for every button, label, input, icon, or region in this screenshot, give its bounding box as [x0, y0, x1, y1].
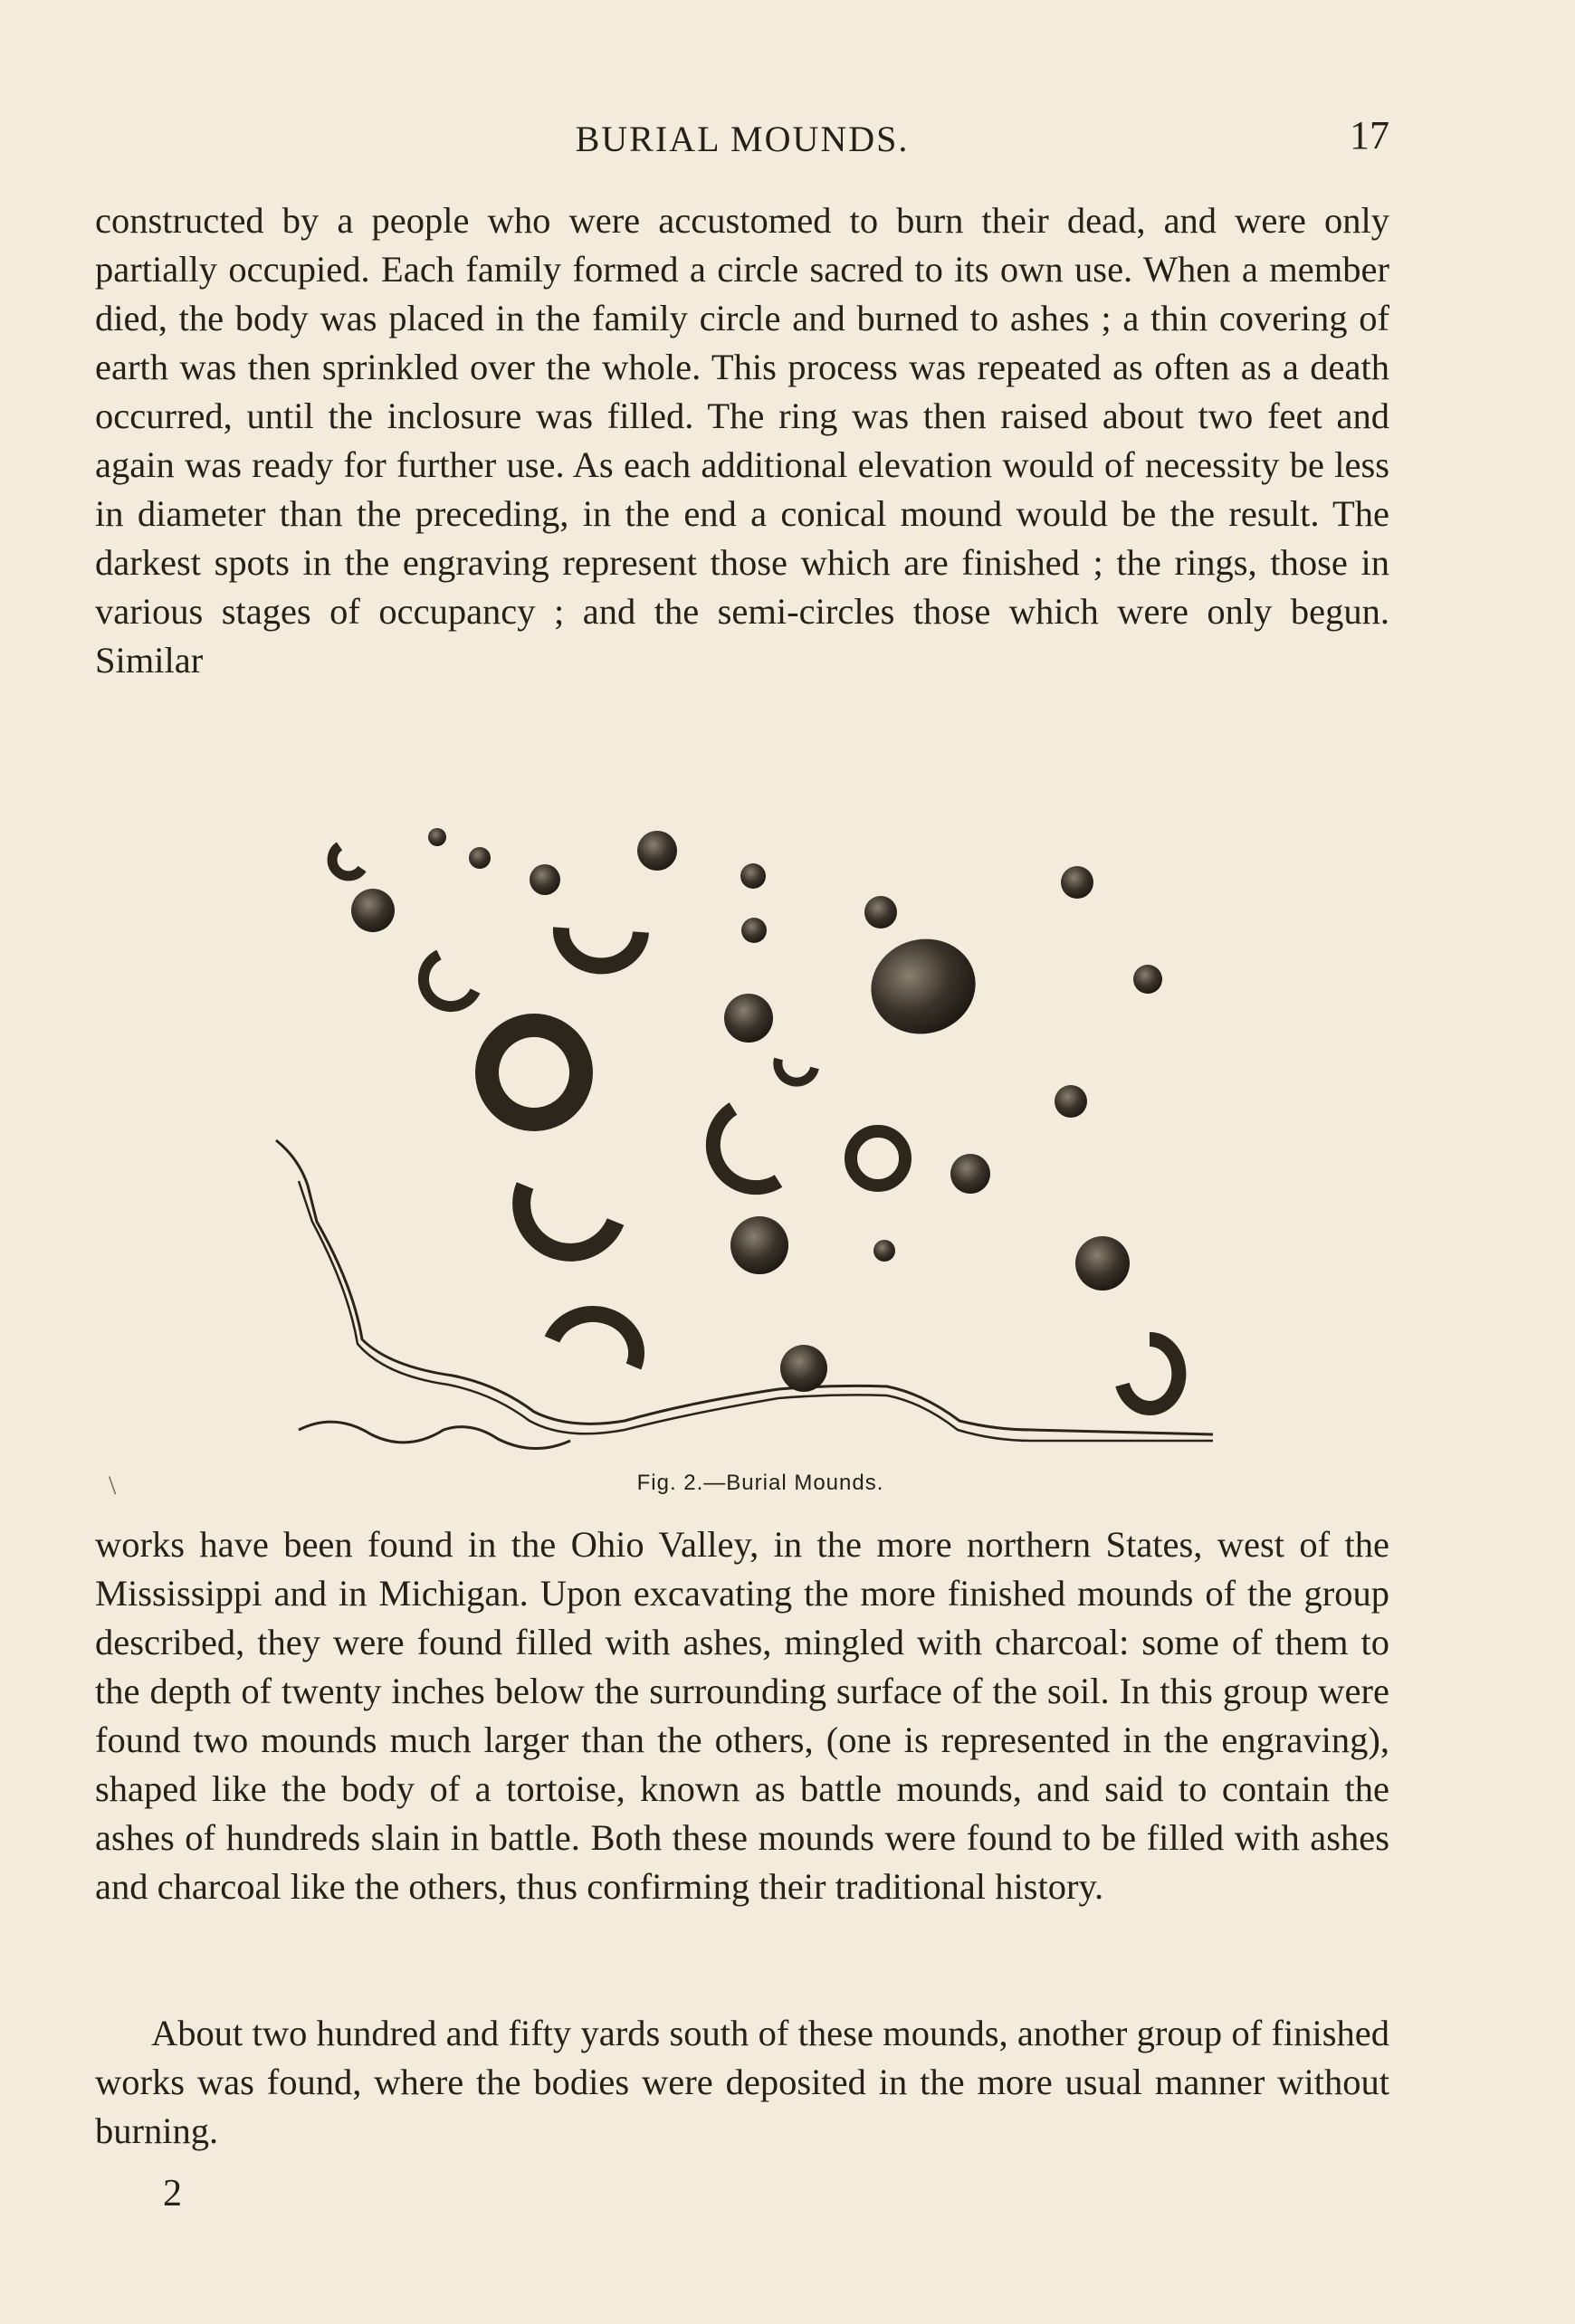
mound-finished-2 — [469, 847, 491, 869]
mound-finished-4 — [637, 831, 677, 871]
mound-finished-10 — [1133, 965, 1162, 994]
mound-finished-13 — [950, 1154, 990, 1194]
mound-finished-11 — [724, 994, 773, 1043]
mound-arc-5 — [713, 1109, 778, 1187]
paragraph-1: constructed by a people who were accustomed to burn their dead, and were only partially occupied. Each family formed a circle sacred to its own use. When a member died, the body was placed in the family circle and burned to ashes ; a thin covering of earth was then sprinkled over the whole. This process was repeated as often as a death occurred, until the inclosure was filled. The ring was then raised about two feet and again was ready for further use. As each additional elevation would of necessity be less in diameter than the preceding, in the end a conical mound would be the result. The darkest spots in the engraving represent those which are finished ; the rings, those in various stages of occupancy ; and the semi-circles those which were only begun. Similar — [95, 200, 1389, 681]
signature-mark: 2 — [163, 2173, 182, 2214]
mound-arc-8 — [1122, 1339, 1179, 1408]
mound-ring-2 — [851, 1131, 905, 1186]
mound-finished-16 — [1075, 1236, 1130, 1291]
mound-arc-3 — [561, 928, 641, 966]
stream-line-bottom — [299, 1422, 570, 1448]
paragraph-3: About two hundred and fifty yards south of these mounds, another group of finished works was found, where the bodies were deposited in the more usual manner without burning. — [95, 2013, 1389, 2151]
mound-finished-6 — [351, 889, 395, 932]
page-number: 17 — [1350, 113, 1389, 157]
mound-finished-8 — [864, 896, 897, 929]
mound-finished-17 — [780, 1345, 827, 1392]
figure-caption: Fig. 2.—Burial Mounds. — [636, 1471, 884, 1495]
mound-finished-5 — [740, 863, 766, 889]
mound-arc-7 — [552, 1314, 636, 1367]
mound-finished-1 — [428, 828, 446, 846]
mound-ring-1 — [487, 1025, 581, 1119]
stray-mark: \ — [109, 1471, 117, 1500]
mound-arc-4 — [778, 1059, 815, 1082]
mound-finished-3 — [530, 864, 560, 895]
battle-mound — [861, 928, 987, 1045]
paragraph-2: works have been found in the Ohio Valley, in the more northern States, west of the Mississippi and in Michigan. Upon excavating the more finished mounds of the group described, they were found filled with ashes, mingled with charcoal: some of them to the depth of twenty inches below the surrounding surface of the soil. In this group were found two mounds much larger than the others, (one is represented in the engraving), shaped like the body of a tortoise, known as battle mounds, and said to contain the ashes of hundreds slain in battle. Both these mounds were found to be filled with ashes and charcoal like the others, thus confirming their traditional history. — [95, 1524, 1389, 1907]
mound-finished-12 — [1055, 1085, 1087, 1118]
mound-finished-9 — [1061, 866, 1093, 899]
mound-finished-14 — [730, 1216, 788, 1274]
mound-arc-6 — [521, 1186, 616, 1252]
mound-finished-15 — [873, 1240, 895, 1262]
mound-finished-7 — [741, 918, 767, 943]
page-header — [95, 109, 1389, 163]
burial-mounds-figure — [272, 796, 1231, 1484]
running-head: BURIAL MOUNDS. — [575, 119, 910, 159]
burial-mounds-engraving — [272, 796, 1231, 1484]
mound-arc-1 — [332, 846, 362, 876]
mound-arc-2 — [424, 955, 475, 1006]
